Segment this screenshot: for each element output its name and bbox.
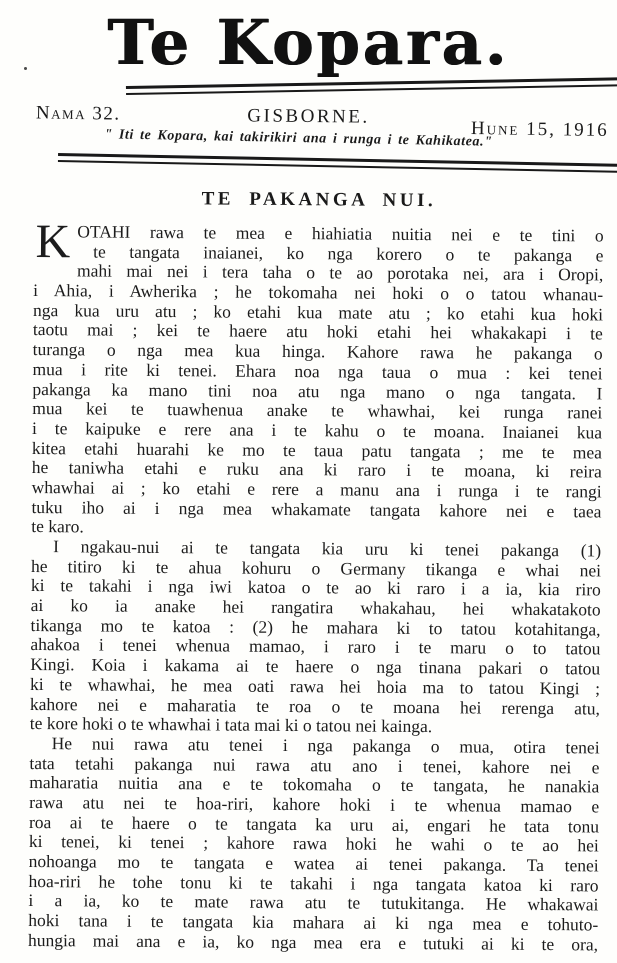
text-line: maharatia nuitia ana e te tokomaha o te tangata, he nanakia <box>29 772 600 797</box>
text-line: I ngakau-nui ai te tangata kia uru ki tenei pakanga (1) <box>53 536 602 561</box>
issue-place: GISBORNE. <box>247 105 370 128</box>
text-line: i te kaipuke e rere ana i te kahu o te moana. Inaianei kua <box>32 417 603 443</box>
text-line: te kore hoki o te whawhai i tata mai ki o tatou nei kainga. <box>29 713 433 737</box>
text-line: Kingi. Koia i kakama ai te haere o nga tinana pakari o tatou <box>30 654 601 679</box>
paragraph <box>30 537 602 738</box>
text-line: i Ahia, i Awherika ; he tokomaha nei hoki o o tatou whanau- <box>33 280 604 305</box>
article-headline: TE PAKANGA NUI. <box>201 188 437 212</box>
masthead-motto: " Iti te Kopara, kai takirikiri ana i runga i te Kahikatea." <box>104 127 493 150</box>
text-line: nga kua uru atu ; ko etahi kua mate atu ; ko etahi kua hoki <box>32 299 604 325</box>
text-line: rawa atu nei te hoa-riri, kahore hoki i te whenua mamao e <box>29 791 600 817</box>
text-line: kitea etahi huarahi ke mo te taua patu tangata ; me te mea <box>31 437 603 463</box>
article <box>28 187 604 955</box>
text-line: He nui rawa atu tenei i nga pakanga o mua, otira tenei <box>51 733 600 758</box>
paragraph <box>31 215 604 541</box>
text-line: nohoanga mo te tangata e watea ai tenei pakanga. Ta tenei <box>28 850 599 876</box>
text-line: turanga o nga mea kua hinga. Kahore rawa he pakanga o <box>32 339 603 364</box>
text-line: tuku iho ai i nga mea whakamate tangata kahore nei e taea <box>31 496 602 522</box>
text-line: te tangata inaianei, ko nga korero o te pakanga e <box>93 241 604 266</box>
text-line: ki te whawhai, he mea oati rawa hei hoia ma to tatou Kingi ; <box>30 673 601 699</box>
text-line: ai ko ia anake hei rangatira whakahau, hei whakatakoto <box>30 595 601 620</box>
text-line: tikanga mo te katoa : (2) he mahara ki to tatou kotahitanga, <box>30 614 601 640</box>
article-body <box>28 215 604 955</box>
text-line: ahakoa i tenei whenua mamao, i raro i te maru o to tatou <box>30 634 601 659</box>
text-line: ki tenei, ki tenei ; kahore rawa hoki he wahi o te ao hei <box>28 831 599 856</box>
text-line: OTAHI rawa te mea e hiahiatia nuitia nei e te tini o <box>77 221 604 246</box>
text-line: taotu mai ; kei te haere atu hoki etahi hei whakakapi i te <box>32 319 603 344</box>
text-line: tata tetahi pakanga nui rawa atu ano i tenei, kahore nei e <box>29 752 600 778</box>
paragraph <box>28 734 600 955</box>
drop-cap-letter: K <box>35 215 71 269</box>
text-line: kahore nei e maharatia te roa o te moana hei rerenga atu, <box>29 693 601 718</box>
scan-speck <box>24 67 27 70</box>
text-line: mua i rite ki tenei. Ehara noa nga taua o mua : kei tenei <box>32 358 603 384</box>
masthead-title: Te Kopara. <box>107 6 510 79</box>
text-line: hoa-riri he tohe tonu ki te takahi i nga tangata katoa ki raro <box>28 870 599 896</box>
text-line: te karo. <box>31 516 84 537</box>
text-line: mua kei te tuawhenua anake te whawhai, kei runga ranei <box>32 398 603 423</box>
text-line: mahi mai nei i tera taha o te ao porotaka nei, ara i Oropi, <box>76 260 604 285</box>
issue-date: Hune 15, 1916 <box>471 118 610 141</box>
text-line: he titiro ki te ahua kohuru o Germany tikanga e whai nei <box>30 555 602 581</box>
text-line: ki te takahi i nga iwi katoa o te ao ki raro i a ia, kia riro <box>30 575 601 600</box>
text-line: i a ia, ko te mate rawa atu te tutukitanga. He whakawai <box>28 890 599 915</box>
text-line: hungia mai ana e ia, ko nga mea era e tutuki ai ki te ora, <box>28 929 599 955</box>
issue-number: Nama 32. <box>35 102 121 125</box>
text-line: hoki tana i te tangata kia mahara ai ki nga mea e tohuto- <box>28 910 599 935</box>
header-rule-top <box>126 77 617 95</box>
text-line: he taniwha etahi e ruku ana ki raro i te moana, ki reira <box>31 457 602 482</box>
text-line: whawhai ai ; ko etahi e rere a manu ana i runga i te rangi <box>31 476 602 502</box>
text-line: roa ai te haere o te tangata ka uru ai, engari he tata tonu <box>28 811 600 837</box>
text-line: pakanga ka mano tini noa atu nga mano o nga tangata. I <box>32 378 603 403</box>
header-rule-bottom <box>58 153 617 173</box>
